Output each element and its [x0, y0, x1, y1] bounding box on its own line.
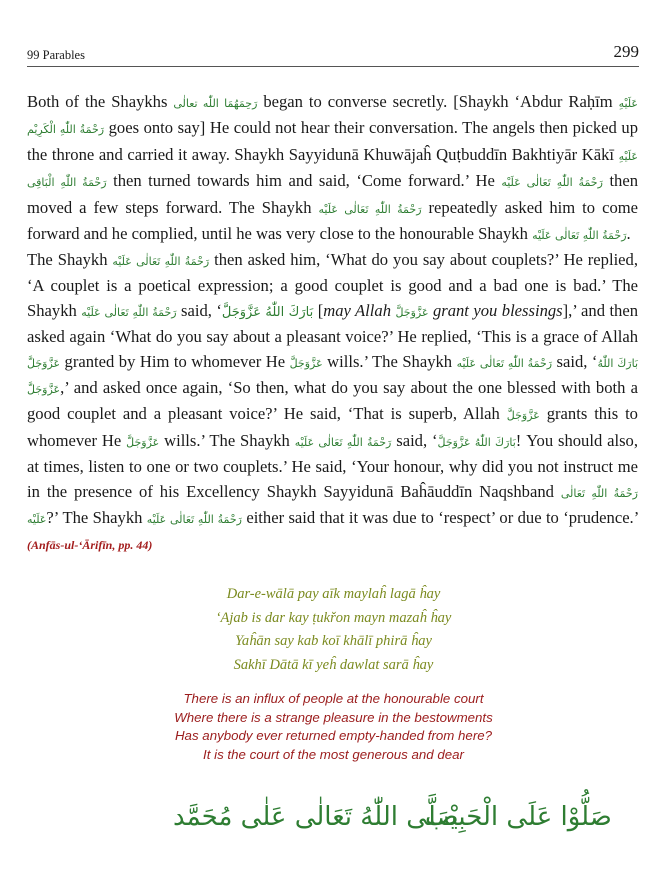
text-run: then asked him, ‘What do you say about couplets?’ He replied, ‘A couplet is a poetical expression; a good couplet is good and a bad one is bad.’ The Shaykh: [27, 250, 638, 320]
translation-line: Where there is a strange pleasure in the bestowments: [174, 709, 493, 725]
text-run: grants this to whomever He: [27, 404, 638, 450]
couplet-line: Sakhī Dātā kī yeĥ dawlat sarā ĥay: [233, 656, 434, 673]
reference-citation: (Anfās-ul-‘Ārifīn, pp. 44): [27, 538, 153, 553]
text-run: ?’ The Shaykh: [46, 508, 147, 528]
text-run: Both of the Shaykhs: [27, 92, 174, 111]
honorific-rahimahuma: رَحِمَهُمَا اللّٰه تعالٰی: [173, 97, 258, 110]
honorific-rahmatullah: رَحْمَةُ اللّٰهِ تَعَالٰی عَلَیْه: [294, 435, 392, 449]
paragraph-2: [27, 248, 638, 558]
barak-allah-phrase: بَارَكَ اللّٰهُ عَزَّوَجَلَّ: [221, 304, 314, 320]
honorific-azza-wa-jal: عَزَّوَجَلَّ: [289, 356, 323, 370]
translation-line: It is the court of the most generous and dear: [203, 746, 464, 762]
text-run: ,’ and asked once again, ‘So then, what do you say about the one blessed with both a good couplet and a pleasant voice?’ He said, ‘That is superb, Allah: [27, 378, 638, 424]
salat-calligraphy: [0, 800, 667, 850]
couplet-line: Dar-e-wālā pay aīk maylaĥ lagā ĥay: [226, 586, 441, 602]
honorific-alayh-karim: عَلَیْهِ رَحْمَةُ اللّٰهِ الْكَرِیْم: [27, 97, 638, 137]
barak-allah-phrase: بَارَكَ اللّٰهُ عَزَّوَجَلَّ: [27, 356, 639, 397]
text-run: The Shaykh: [27, 250, 113, 269]
text-run: .: [626, 224, 631, 244]
text-run-italic: grant you blessings: [428, 300, 563, 320]
text-run-italic: may Allah: [323, 300, 396, 320]
honorific-azza-wa-jal: عَزَّوَجَلَّ: [126, 435, 160, 449]
text-run: either said that it was due to ‘respect’ or due to ‘prudence.’: [241, 508, 639, 528]
text-run: ! You should also, at times, listen to one or two couplets.’ He said, ‘Your honour, why did you not instruct me in the presence of his Excellency Shaykh Sayyidunā Baĥāuddīn Naqshband: [27, 430, 638, 501]
honorific-azza-wa-jal: عَزَّوَجَلَّ: [506, 409, 540, 423]
text-run: began to converse secretly. [Shaykh ‘Abdur Raḥīm: [257, 92, 619, 111]
text-run: wills.’ The Shaykh: [159, 430, 295, 450]
couplet-block: [0, 583, 667, 677]
text-run: goes onto say] He could not hear their conversation. The angels then picked up the throne and carried it away. Shaykh Sayyidunā Khuwājaĥ Quṭbuddīn Bakhtiyār Kākī: [27, 118, 638, 164]
text-run: said, ‘: [176, 300, 222, 320]
honorific-azza-wa-jal: عَزَّوَجَلَّ: [27, 356, 61, 370]
couplet-line: Yaĥān say kab koī khālī phirā ĥay: [235, 633, 432, 649]
honorific-rahmatullah: رَحْمَةُ اللّٰهِ تَعَالٰی عَلَیْه: [27, 486, 638, 527]
text-run: then moved a few steps forward. The Shaykh: [27, 171, 639, 217]
honorific-rahmatullah: رَحْمَةُ اللّٰهِ تَعَالٰی عَلَیْه: [501, 176, 603, 190]
page-header: [27, 42, 639, 67]
couplet-line: ‘Ajab is dar kay ṭukřon mayn mazaĥ ĥay: [215, 609, 452, 626]
honorific-rahmatullah: رَحْمَةُ اللّٰهِ تَعَالٰی عَلَیْه: [146, 513, 242, 527]
text-run: said, ‘: [552, 351, 598, 371]
sallu-alal-habib: صَلُّوْا عَلَى الْحَبِيْب: [425, 802, 612, 832]
text-run: wills.’ The Shaykh: [322, 351, 457, 371]
text-run: repeatedly asked him to come forward and he complied, until he was very close to the honourable Shaykh: [27, 197, 639, 244]
honorific-azza-wa-jal: عَزَّوَجَلَّ: [395, 305, 429, 319]
barak-allah-phrase: بَارَكَ اللّٰهُ عَزَّوَجَلَّ: [437, 435, 516, 449]
honorific-rahmatullah: رَحْمَةُ اللّٰهِ تَعَالٰی عَلَیْه: [456, 356, 553, 370]
salat-ala-muhammad: صَلَّى اللّٰهُ تَعَالٰى عَلٰى مُحَمَّد: [173, 802, 459, 832]
translation-block: [0, 690, 667, 764]
text-run: ],’ and then asked again ‘What do you say about a pleasant voice?’ He replied, ‘This is a grace of Allah: [27, 300, 639, 347]
book-title: 99 Parables: [27, 48, 85, 62]
text-run: then turned towards him and said, ‘Come forward.’ He: [106, 171, 502, 191]
text-run: said, ‘: [391, 430, 438, 450]
translation-line: There is an influx of people at the honourable court: [183, 691, 484, 706]
page-number: 299: [613, 42, 639, 61]
paragraph-1: [27, 90, 638, 248]
honorific-rahmatullah: رَحْمَةُ اللّٰهِ تَعَالٰی عَلَیْه: [81, 305, 177, 319]
honorific-rahmatullah: رَحْمَةُ اللّٰهِ تَعَالٰی عَلَیْه: [532, 229, 627, 243]
honorific-rahmatullah: رَحْمَةُ اللّٰهِ تَعَالٰی عَلَیْه: [112, 255, 210, 268]
honorific-rahmatullah: رَحْمَةُ اللّٰهِ تَعَالٰی عَلَیْه: [318, 202, 422, 216]
text-run: [: [313, 300, 324, 320]
translation-line: Has anybody ever returned empty-handed from here?: [174, 728, 493, 743]
honorific-alayh-baqi: عَلَیْهِ رَحْمَةُ اللّٰهِ الْبَاقِی: [27, 149, 638, 190]
text-run: granted by Him to whomever He: [60, 351, 290, 371]
